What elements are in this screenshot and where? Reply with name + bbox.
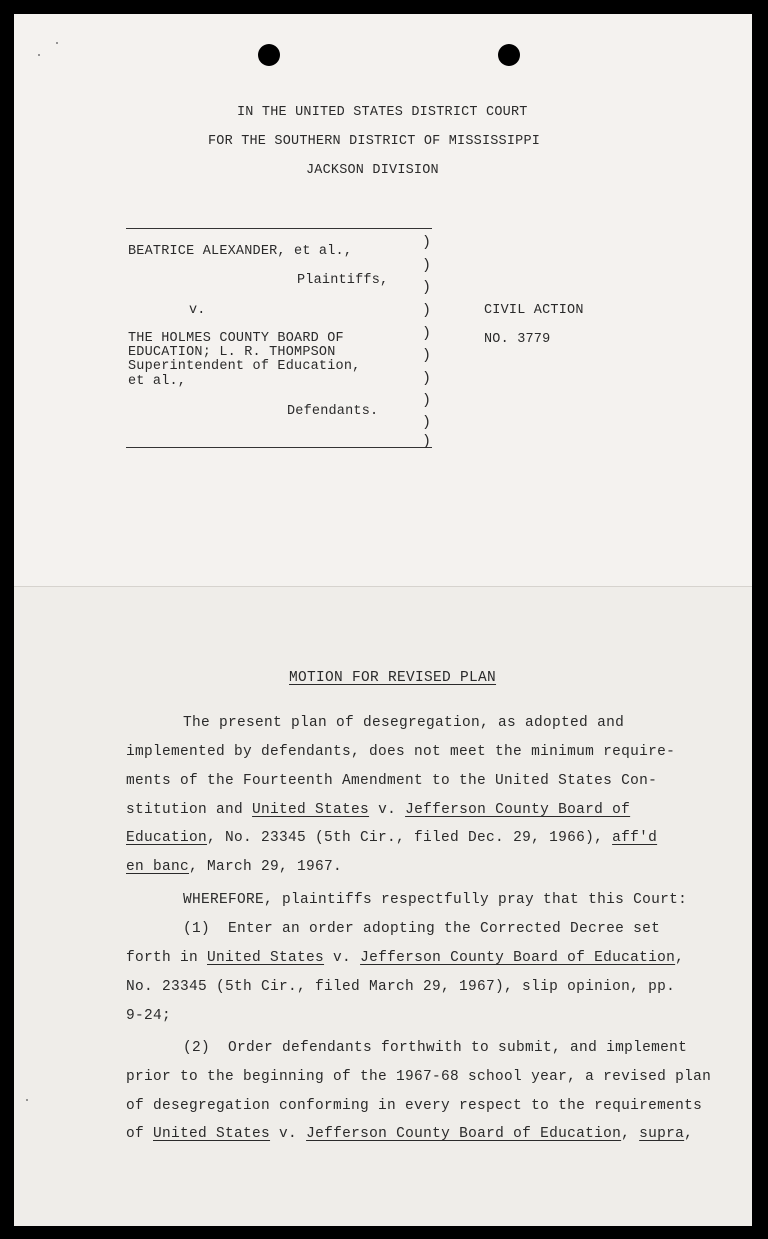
body-line bbox=[126, 859, 342, 875]
case-citation: Jefferson County Board of bbox=[405, 802, 631, 818]
caption-top-rule bbox=[126, 228, 432, 229]
paper-speck bbox=[26, 1099, 28, 1101]
plaintiff-name: BEATRICE ALEXANDER, et al., bbox=[128, 244, 353, 259]
page-upper-section bbox=[14, 14, 752, 586]
body-line: No. 23345 (5th Cir., filed March 29, 1967), slip opinion, pp. bbox=[126, 979, 676, 995]
case-citation: United States bbox=[207, 950, 325, 966]
motion-title: MOTION FOR REVISED PLAN bbox=[289, 670, 497, 686]
body-text: v. bbox=[270, 1126, 307, 1142]
caption-paren: ) bbox=[422, 325, 432, 342]
versus-label: v. bbox=[189, 303, 206, 318]
punch-hole-left bbox=[258, 44, 280, 66]
caption-bottom-rule bbox=[126, 447, 432, 448]
body-text: forth in bbox=[126, 950, 208, 966]
case-citation: supra bbox=[639, 1126, 685, 1142]
court-header-line-2: FOR THE SOUTHERN DISTRICT OF MISSISSIPPI bbox=[208, 134, 541, 149]
body-line bbox=[126, 802, 630, 818]
court-header-line-1: IN THE UNITED STATES DISTRICT COURT bbox=[237, 105, 528, 120]
paper-speck bbox=[38, 54, 40, 56]
body-line: 9-24; bbox=[126, 1008, 172, 1024]
case-citation: United States bbox=[252, 802, 370, 818]
caption-paren: ) bbox=[422, 392, 432, 409]
caption-paren: ) bbox=[422, 257, 432, 274]
civil-action-label: CIVIL ACTION bbox=[484, 303, 584, 318]
caption-paren: ) bbox=[422, 302, 432, 319]
court-header-line-3: JACKSON DIVISION bbox=[306, 163, 439, 178]
plaintiff-role: Plaintiffs, bbox=[297, 273, 389, 288]
caption-paren: ) bbox=[422, 370, 432, 387]
paper-speck bbox=[56, 42, 58, 44]
defendant-role: Defendants. bbox=[287, 404, 379, 419]
body-text: , bbox=[675, 950, 685, 966]
body-line bbox=[126, 830, 657, 846]
body-line: ments of the Fourteenth Amendment to the United States Con- bbox=[126, 773, 658, 789]
caption-paren: ) bbox=[422, 414, 432, 431]
body-text: stitution and bbox=[126, 802, 253, 818]
caption-paren: ) bbox=[422, 347, 432, 364]
case-citation: aff'd bbox=[612, 830, 658, 846]
body-text: , bbox=[621, 1126, 640, 1142]
body-line: of desegregation conforming in every respect to the requirements bbox=[126, 1098, 703, 1114]
body-line: WHEREFORE, plaintiffs respectfully pray that this Court: bbox=[183, 892, 688, 908]
body-line: prior to the beginning of the 1967-68 school year, a revised plan bbox=[126, 1069, 712, 1085]
caption-paren: ) bbox=[422, 234, 432, 251]
body-line: implemented by defendants, does not meet the minimum require- bbox=[126, 744, 676, 760]
case-citation: Jefferson County Board of Education bbox=[360, 950, 676, 966]
case-citation: Jefferson County Board of Education bbox=[306, 1126, 622, 1142]
punch-hole-right bbox=[498, 44, 520, 66]
body-line bbox=[126, 1126, 693, 1142]
body-line: The present plan of desegregation, as adopted and bbox=[183, 715, 625, 731]
body-line bbox=[126, 950, 684, 966]
defendant-line-2: EDUCATION; L. R. THOMPSON bbox=[128, 345, 336, 360]
case-citation: Education bbox=[126, 830, 208, 846]
body-text: , bbox=[684, 1126, 694, 1142]
case-citation: en banc bbox=[126, 859, 190, 875]
defendant-line-3: Superintendent of Education, bbox=[128, 359, 361, 374]
caption-paren: ) bbox=[422, 279, 432, 296]
body-text: of bbox=[126, 1126, 154, 1142]
body-text: v. bbox=[324, 950, 361, 966]
case-number: NO. 3779 bbox=[484, 332, 551, 347]
document-page bbox=[14, 14, 752, 1226]
case-citation: United States bbox=[153, 1126, 271, 1142]
defendant-line-1: THE HOLMES COUNTY BOARD OF bbox=[128, 331, 344, 346]
body-text: v. bbox=[369, 802, 406, 818]
body-text: , No. 23345 (5th Cir., filed Dec. 29, 1966), bbox=[207, 830, 613, 846]
defendant-line-4: et al., bbox=[128, 374, 187, 389]
body-line: (1) Enter an order adopting the Corrected Decree set bbox=[183, 921, 661, 937]
body-line: (2) Order defendants forthwith to submit, and implement bbox=[183, 1040, 688, 1056]
body-text: , March 29, 1967. bbox=[189, 859, 343, 875]
caption-paren: ) bbox=[422, 433, 432, 450]
